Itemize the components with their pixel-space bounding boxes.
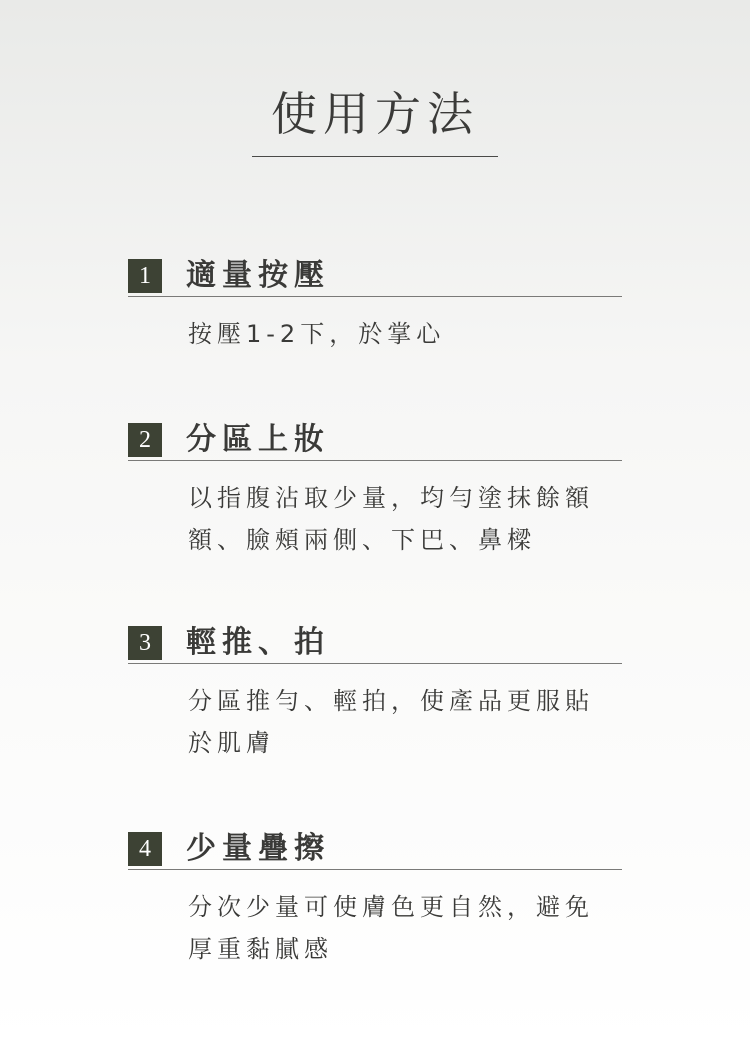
step-divider [128,296,622,297]
step-number-badge: 4 [128,832,162,866]
step-2 [128,421,622,554]
step-divider [128,663,622,664]
step-divider [128,460,622,461]
step-number-badge: 1 [128,259,162,293]
step-header [128,421,622,459]
step-divider [128,869,622,870]
page-title: 使用方法 [271,87,479,141]
step-description: 分次少量可使膚色更自然，避免厚重黏膩感 [188,893,594,963]
step-1 [128,257,622,348]
step-3 [128,624,622,757]
step-description: 以指腹沾取少量，均勻塗抹餘額額、臉頰兩側、下巴、鼻樑 [188,484,594,554]
step-description: 按壓1-2下，於掌心 [188,320,446,348]
step-header [128,830,622,868]
step-title: 分區上妝 [186,422,330,457]
step-header [128,257,622,295]
step-title: 輕推、拍 [186,625,330,660]
step-title: 適量按壓 [186,258,330,293]
step-4 [128,830,622,963]
step-number-badge: 3 [128,626,162,660]
step-header [128,624,622,662]
step-title: 少量疊擦 [186,831,330,866]
step-description: 分區推勻、輕拍，使產品更服貼於肌膚 [188,687,594,757]
title-underline [252,156,498,157]
step-number-badge: 2 [128,423,162,457]
